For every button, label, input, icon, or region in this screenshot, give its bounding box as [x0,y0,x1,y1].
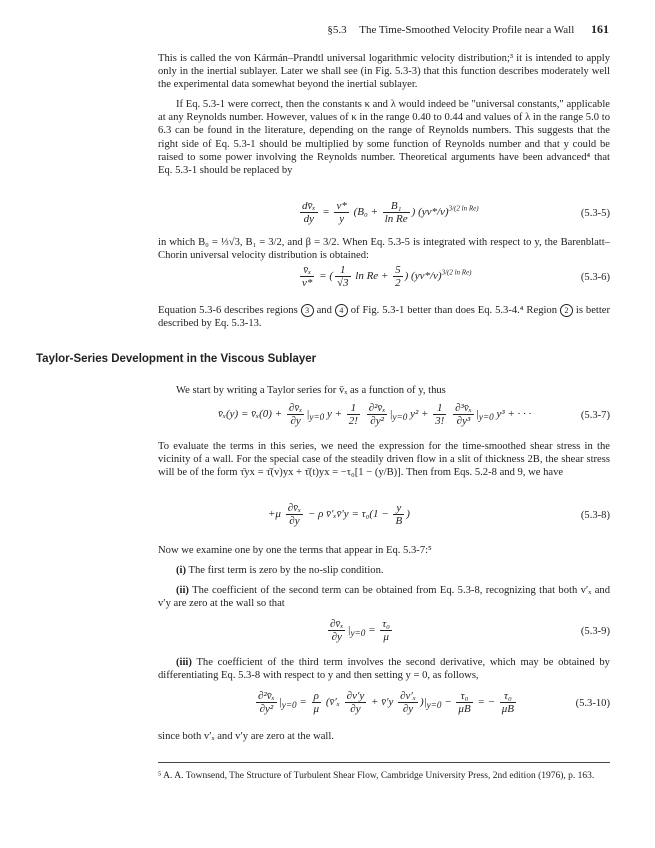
paragraph-5: We start by writing a Taylor series for v̄ₓ as a function of y, thus [176,385,446,396]
item-i: (i) The first term is zero by the no-slip condition. [176,565,384,576]
equation-5-3-7-math: v̄ₓ(y) = v̄ₓ(0) + $\frac{\text{∂v̄ₓ}}{\partial y}$ $|_{y=0}$ y + $\frac{1}{2!}$ $\frac{\text{∂²v̄ₓ}}{\text{∂y²}}$ $|_{y=0}$ y² + $\frac{1}{3!}$ $\frac{\text{∂³v̄ₓ}}{\text{∂y³}}$ $|_{y=0}$ y³ + · · · [218,402,532,427]
equation-number: (5.3-8) [580,510,610,521]
item-ii: (ii) The coefficient of the second term can be obtained from Eq. 5.3-8, recognizing that both v′ₓ and v′y are zero at the wall so that [158,585,610,610]
equation-number: (5.3-5) [580,208,610,219]
header-section: §5.3 [327,24,347,36]
equation-5-3-6-math: $\frac{\text{v̄ₓ}}{v*}$ = ( $\frac{1}{√3}$ ln Re + $\frac{5}{2}$ ) $(yv*/\nu)^{3/(2 ln Re)}$ [302,264,472,289]
region-marker: 2 [560,304,573,317]
equation-number: (5.3-7) [580,410,610,421]
paragraph-6: To evaluate the terms in this series, we need the expression for the time-smoothed shear stress in the vicinity of a wall. For the special case of the steadily driven flow in a slit of thickness 2B, the shear stress will be of the form τ̄yx = τ̄(v)yx + τ̄(t)yx = −τ₀[1 − (y/B)]. Then from Eqs. 5.2-8 and 9, we have [158,441,610,479]
header-title: The Time-Smoothed Velocity Profile near a Wall [359,24,575,36]
equation-5-3-10 [158,688,610,722]
page-number: 161 [591,22,609,36]
equation-5-3-5-math: $\frac{\text{dv̄ₓ}}{dy}$ = $\frac{v*}{y}$ (B₀ + $\frac{\text{B₁}}{\text{ln Re}}$ ) $(yv*/\nu)^{3/(2 ln Re)}$ [302,200,479,225]
equation-5-3-10-math: $\frac{\text{∂²v̄ₓ}}{\text{∂y²}}$ $|_{y=0}$ = $\frac{\rho}{\mu}$ (v̄′ₓ $\frac{\partial v'y}{\partial y}$ + v̄′y $\frac{\text{∂v′ₓ}}{\partial y}$ )$|_{y=0}$ − $\frac{\text{τ₀}}{\mu B}$ = − $\frac{\text{τ₀}}{\mu B}$ [258,690,515,715]
paragraph-8: since both v′ₓ and v′y are zero at the wall. [158,731,334,742]
equation-number: (5.3-10) [575,698,610,709]
equation-5-3-6 [158,262,610,296]
equation-number: (5.3-6) [580,272,610,283]
running-header [327,22,609,37]
region-marker: 3 [301,304,314,317]
equation-5-3-8 [158,500,610,534]
equation-5-3-5 [158,198,610,232]
equation-5-3-7 [158,400,610,434]
paragraph-7: Now we examine one by one the terms that appear in Eq. 5.3-7:⁵ [158,545,432,556]
paragraph-1: This is called the von Kármán–Prandtl universal logarithmic velocity distribution;³ it is intended to apply only in the inertial sublayer. Later we shall see (in Fig. 5.3-3) that this function describes moderately well the experimental data somewhat beyond the inertial sublayer. [158,53,610,91]
paragraph-2: If Eq. 5.3-1 were correct, then the constants κ and λ would indeed be "universal constants," applicable at any Reynolds number. However, values of κ in the range 0.40 to 0.44 and values of λ in the range 5.0 to 6.3 can be found in the literature, depending on the range of Reynolds numbers. This suggests that the right side of Eq. 5.3-1 should be multiplied by some function of Reynolds number and that y could be raised to some power involving the Reynolds number. Theoretical arguments have been advanced⁴ that Eq. 5.3-1 should be replaced by [158,99,610,177]
footnote: ⁵ A. A. Townsend, The Structure of Turbulent Shear Flow, Cambridge University Press, 2nd edition (1976), p. 163. [158,771,595,781]
equation-number: (5.3-9) [580,626,610,637]
region-marker: 4 [335,304,348,317]
equation-5-3-8-math: +μ $\frac{\text{∂v̄ₓ}}{\partial y}$ − ρ v̄′ₓv̄′y = τ₀(1 − $\frac{y}{B}$ ) [268,502,410,527]
footnote-divider [158,762,610,763]
paragraph-3: in which B₀ = ⅓√3, B₁ = 3/2, and β = 3/2. When Eq. 5.3-5 is integrated with respect to y, the Barenblatt–Chorin universal velocity distribution is obtained: [158,237,610,262]
section-heading: Taylor-Series Development in the Viscous Sublayer [36,353,317,365]
equation-5-3-9-math: $\frac{\text{∂v̄ₓ}}{\partial y}$ $|_{y=0}$ = $\frac{\text{τ₀}}{\mu}$ [330,618,391,643]
item-iii: (iii) The coefficient of the third term involves the second derivative, which may be obtained by differentiating Eq. 5.3-8 with respect to y and then setting y = 0, as follows, [158,657,610,682]
equation-5-3-9 [158,616,610,650]
paragraph-4: Equation 5.3-6 describes regions 3 and 4 of Fig. 5.3-1 better than does Eq. 5.3-4.⁴ Region 2 is better described by Eq. 5.3-13. [158,305,611,330]
